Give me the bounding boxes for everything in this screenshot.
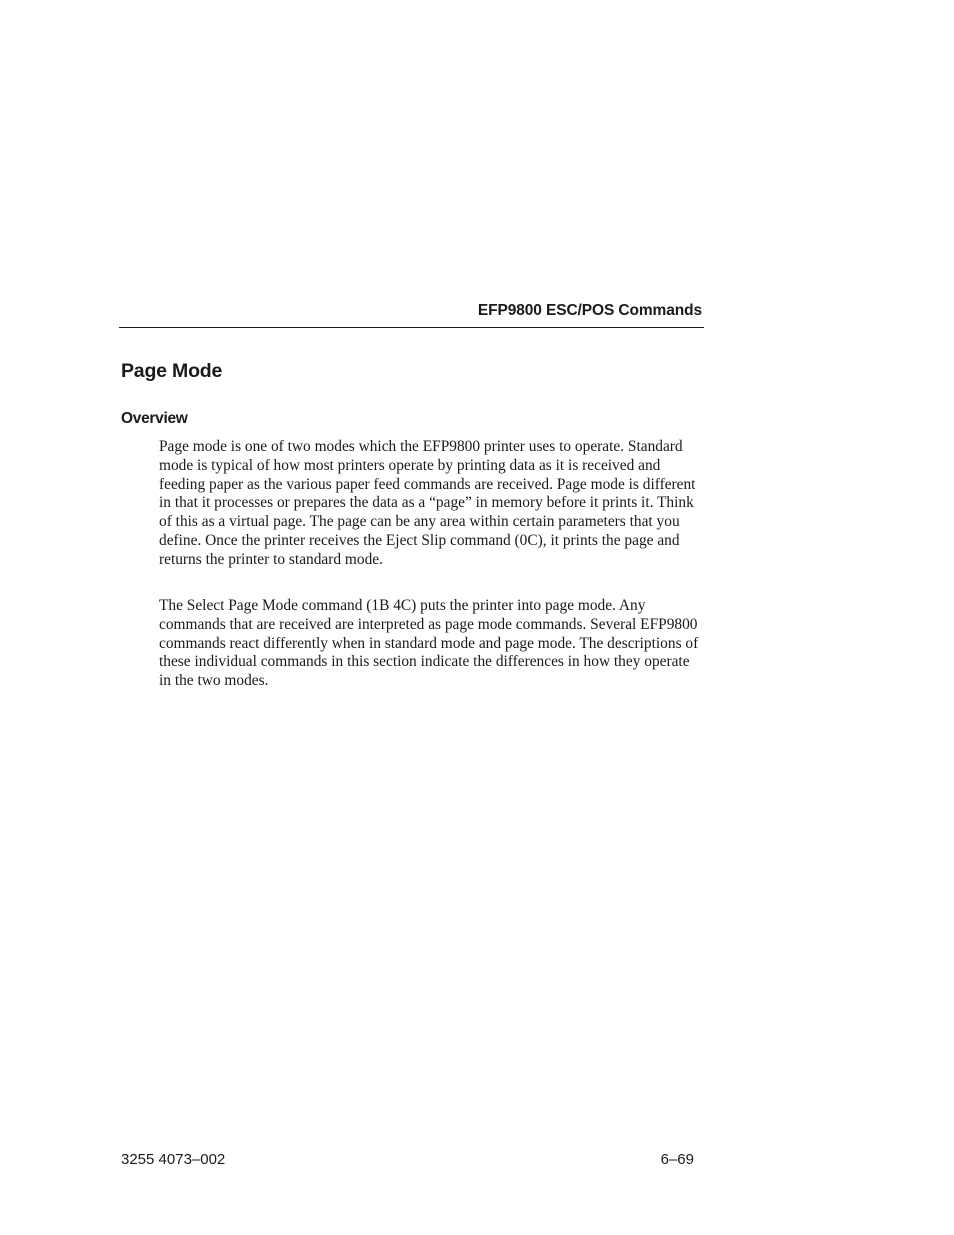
footer-page-number: 6–69 xyxy=(660,1151,694,1168)
footer-document-number: 3255 4073–002 xyxy=(121,1151,226,1168)
running-header-title: EFP9800 ESC/POS Commands xyxy=(477,302,702,319)
section-title: Page Mode xyxy=(121,360,223,382)
header-divider xyxy=(119,327,704,328)
body-paragraph: The Select Page Mode command (1B 4C) puts the printer into page mode. Any commands that are received are interpreted as page mode commands. Several EFP9800 commands react differently when in standard mode and page mode. The descriptions of these individual commands in this section indicate the differences in how they operate in the two modes. xyxy=(159,597,699,690)
subsection-title: Overview xyxy=(121,410,188,427)
body-paragraph: Page mode is one of two modes which the EFP9800 printer uses to operate. Standard mode is typical of how most printers operate by printing data as it is received and feeding paper as the various paper feed commands are received. Page mode is different in that it processes or prepares the data as a “page” in memory before it prints it. Think of this as a virtual page. The page can be any area within certain parameters that you define. Once the printer receives the Eject Slip command (0C), it prints the page and returns the printer to standard mode. xyxy=(159,438,696,568)
